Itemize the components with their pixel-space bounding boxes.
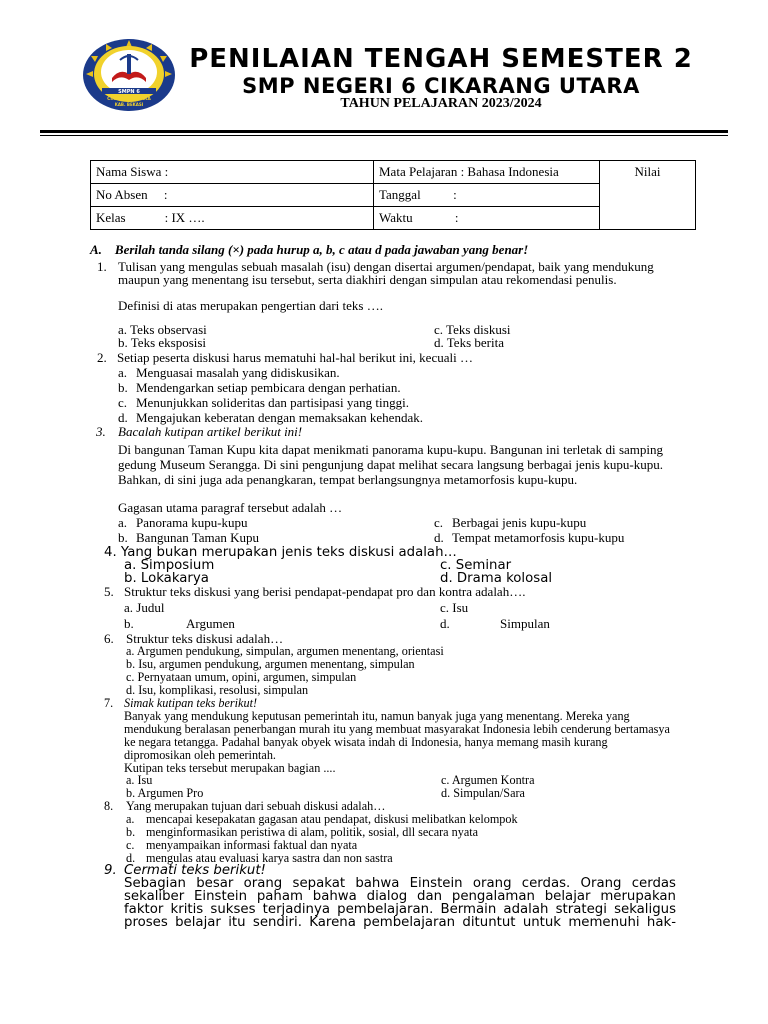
q4-option-b[interactable]: b. Lokakarya (124, 571, 209, 586)
q7-passage: Banyak yang mendukung keputusan pemerintah itu, namun banyak juga yang menentang. Mereka yang mendukung beralasan penerbangan murah itu yang membuat masyarakat Indonesia lebih cenderung bertamasya ke negara tetangga. Padahal banyak obyek wisata indah di Indonesia, hanya memang masih kurang dipromosikan oleh pemerintah. (124, 709, 670, 762)
q9-passage-line-1: Sebagian besar orang sepakat bahwa Einstein orang cerdas. Orang cerdas (124, 876, 676, 891)
header-divider (40, 130, 728, 133)
q3-option-a[interactable]: Panorama kupu-kupu (136, 515, 248, 530)
q3-letter-a: a. (118, 515, 128, 530)
q4-text: 4. Yang bukan merupakan jenis teks diskusi adalah… (104, 545, 457, 560)
q4-option-d[interactable]: d. Drama kolosal (440, 571, 553, 586)
q3-letter-b: b. (118, 530, 128, 545)
q6-option-c[interactable]: c. Pernyataan umum, opini, argumen, simpulan (126, 670, 357, 684)
q5-option-d[interactable]: Simpulan (500, 616, 550, 631)
q2-letter-c: c. (118, 395, 128, 410)
q8-option-b[interactable]: menginformasikan peristiwa di alam, politik, sosial, dll secara nyata (146, 825, 479, 839)
q1-option-b[interactable]: b. Teks eksposisi (118, 335, 207, 350)
q2-text: Setiap peserta diskusi harus mematuhi hal-hal berikut ini, kecuali … (117, 350, 473, 365)
school-logo (82, 38, 176, 112)
logo-text-top: SMPN 6 (118, 89, 140, 95)
q5-letter-d: d. (440, 616, 450, 631)
q7-option-c[interactable]: c. Argumen Kontra (441, 773, 535, 787)
q2-option-c[interactable]: Menunjukkan solideritas dan partisipasi yang tinggi. (136, 395, 409, 410)
q6-text: Struktur teks diskusi adalah… (126, 631, 284, 646)
logo-text-bottom: KAB. BEKASI (114, 102, 144, 107)
q3-letter-d: d. (434, 530, 444, 545)
q8-option-a[interactable]: mencapai kesepakatan gagasan atau pendapat, diskusi melibatkan kelompok (146, 812, 518, 826)
logo-text-mid: CIKARANG UTARA (107, 97, 151, 102)
field-no-absen[interactable] (91, 184, 374, 207)
q6-number: 6. (104, 631, 114, 646)
q7-option-b[interactable]: b. Argumen Pro (126, 786, 204, 800)
q9-text: Cermati teks berikut! (124, 863, 266, 878)
q9-passage-line-2: sekaliber Einstein paham bahwa dialog dan pengalaman belajar merupakan (124, 889, 676, 904)
q1-option-d[interactable]: d. Teks berita (434, 335, 504, 350)
q6-option-a[interactable]: a. Argumen pendukung, simpulan, argumen menentang, orientasi (126, 644, 444, 658)
q2-option-a[interactable]: Menguasai masalah yang didiskusikan. (136, 365, 340, 380)
field-waktu[interactable] (374, 207, 600, 230)
q3-number: 3. (96, 424, 106, 439)
exam-title: PENILAIAN TENGAH SEMESTER 2 (189, 44, 693, 74)
q5-option-c[interactable]: c. Isu (440, 600, 469, 615)
q8-letter-d: d. (126, 851, 136, 865)
field-tanggal[interactable] (374, 184, 600, 207)
q2-letter-d: d. (118, 410, 128, 425)
q5-text: Struktur teks diskusi yang berisi pendapat-pendapat pro dan kontra adalah…. (124, 584, 526, 599)
q3-option-c[interactable]: Berbagai jenis kupu-kupu (452, 515, 587, 530)
label-nilai: Nilai (634, 164, 661, 179)
q1-option-a[interactable]: a. Teks observasi (118, 322, 207, 337)
q3-text: Bacalah kutipan artikel berikut ini! (118, 424, 303, 439)
q2-option-b[interactable]: Mendengarkan setiap pembicara dengan perhatian. (136, 380, 401, 395)
label-nama: Nama Siswa : (96, 164, 169, 179)
q1-option-c[interactable]: c. Teks diskusi (434, 322, 511, 337)
q8-number: 8. (104, 799, 114, 813)
q8-text: Yang merupakan tujuan dari sebuah diskusi adalah… (126, 799, 386, 813)
q4-option-c[interactable]: c. Seminar (440, 558, 512, 573)
label-tanggal: Tanggal : (379, 187, 457, 202)
q7-number: 7. (104, 696, 114, 710)
q6-option-d[interactable]: d. Isu, komplikasi, resolusi, simpulan (126, 683, 309, 697)
q3-option-b[interactable]: Bangunan Taman Kupu (136, 530, 260, 545)
q8-option-d[interactable]: mengulas atau evaluasi karya sastra dan non sastra (146, 851, 393, 865)
q5-letter-b: b. (124, 616, 134, 631)
q8-letter-b: b. (126, 825, 136, 839)
q1-number: 1. (97, 259, 107, 274)
school-name: SMP NEGERI 6 CIKARANG UTARA (242, 74, 640, 98)
q7-option-d[interactable]: d. Simpulan/Sara (441, 786, 525, 800)
q2-letter-a: a. (118, 365, 128, 380)
label-waktu: Waktu : (379, 210, 459, 225)
q8-letter-c: c. (126, 838, 135, 852)
academic-year: TAHUN PELAJARAN 2023/2024 (340, 96, 542, 111)
q3-prompt: Gagasan utama paragraf tersebut adalah … (118, 500, 343, 515)
field-kelas[interactable] (91, 207, 374, 230)
q5-option-b[interactable]: Argumen (186, 616, 235, 631)
q2-number: 2. (97, 350, 107, 365)
q6-option-b[interactable]: b. Isu, argumen pendukung, argumen menentang, simpulan (126, 657, 415, 671)
q8-option-c[interactable]: menyampaikan informasi faktual dan nyata (146, 838, 358, 852)
section-a-instruction: A. Berilah tanda silang (×) pada hurup a, b, c atau d pada jawaban yang benar! (90, 242, 529, 257)
header-divider-thin (40, 135, 728, 136)
q3-passage: Di bangunan Taman Kupu kita dapat menikmati panorama kupu-kupu. Bangunan ini terletak di samping gedung Museum Serangga. Di sini pengunjung dapat melihat secara langsung berbagai jenis kupu-kupu. Bahkan, di sini juga ada penangkaran, tempat berlangsungnya metamorfosis kupu-kupu. (118, 442, 663, 487)
q2-option-d[interactable]: Mengajukan keberatan dengan memaksakan kehendak. (136, 410, 423, 425)
q9-passage-line-4: proses belajar itu sendiri. Karena pembelajaran dituntut untuk memenuhi hak- (124, 915, 676, 930)
field-mata-pelajaran[interactable] (374, 161, 600, 184)
q4-option-a[interactable]: a. Simposium (124, 558, 215, 573)
q7-prompt: Kutipan teks tersebut merupakan bagian .... (124, 761, 336, 775)
label-mapel: Mata Pelajaran : Bahasa Indonesia (379, 164, 559, 179)
q1-text: Tulisan yang mengulas sebuah masalah (isu) dengan disertai argumen/pendapat, baik yang mendukung maupun yang menentang isu tersebut, serta diakhiri dengan simpulan atau rekomendasi penulis. (118, 259, 654, 287)
field-nama-siswa[interactable] (91, 161, 374, 184)
q3-option-d[interactable]: Tempat metamorfosis kupu-kupu (452, 530, 625, 545)
q8-letter-a: a. (126, 812, 135, 826)
q1-prompt: Definisi di atas merupakan pengertian dari teks …. (118, 298, 383, 313)
q9-number: 9. (104, 863, 117, 878)
student-info-table (90, 160, 696, 230)
field-nilai[interactable] (600, 161, 696, 230)
q5-option-a[interactable]: a. Judul (124, 600, 165, 615)
q3-letter-c: c. (434, 515, 444, 530)
q7-option-a[interactable]: a. Isu (126, 773, 153, 787)
q7-text: Simak kutipan teks berikut! (124, 696, 258, 710)
label-kelas: Kelas : IX …. (96, 210, 205, 225)
label-absen: No Absen : (96, 187, 168, 202)
q5-number: 5. (104, 584, 114, 599)
q9-passage-line-3: faktor kritis sukses terjadinya pembelajaran. Bermain adalah strategi sekaligus (124, 902, 676, 917)
q2-letter-b: b. (118, 380, 128, 395)
